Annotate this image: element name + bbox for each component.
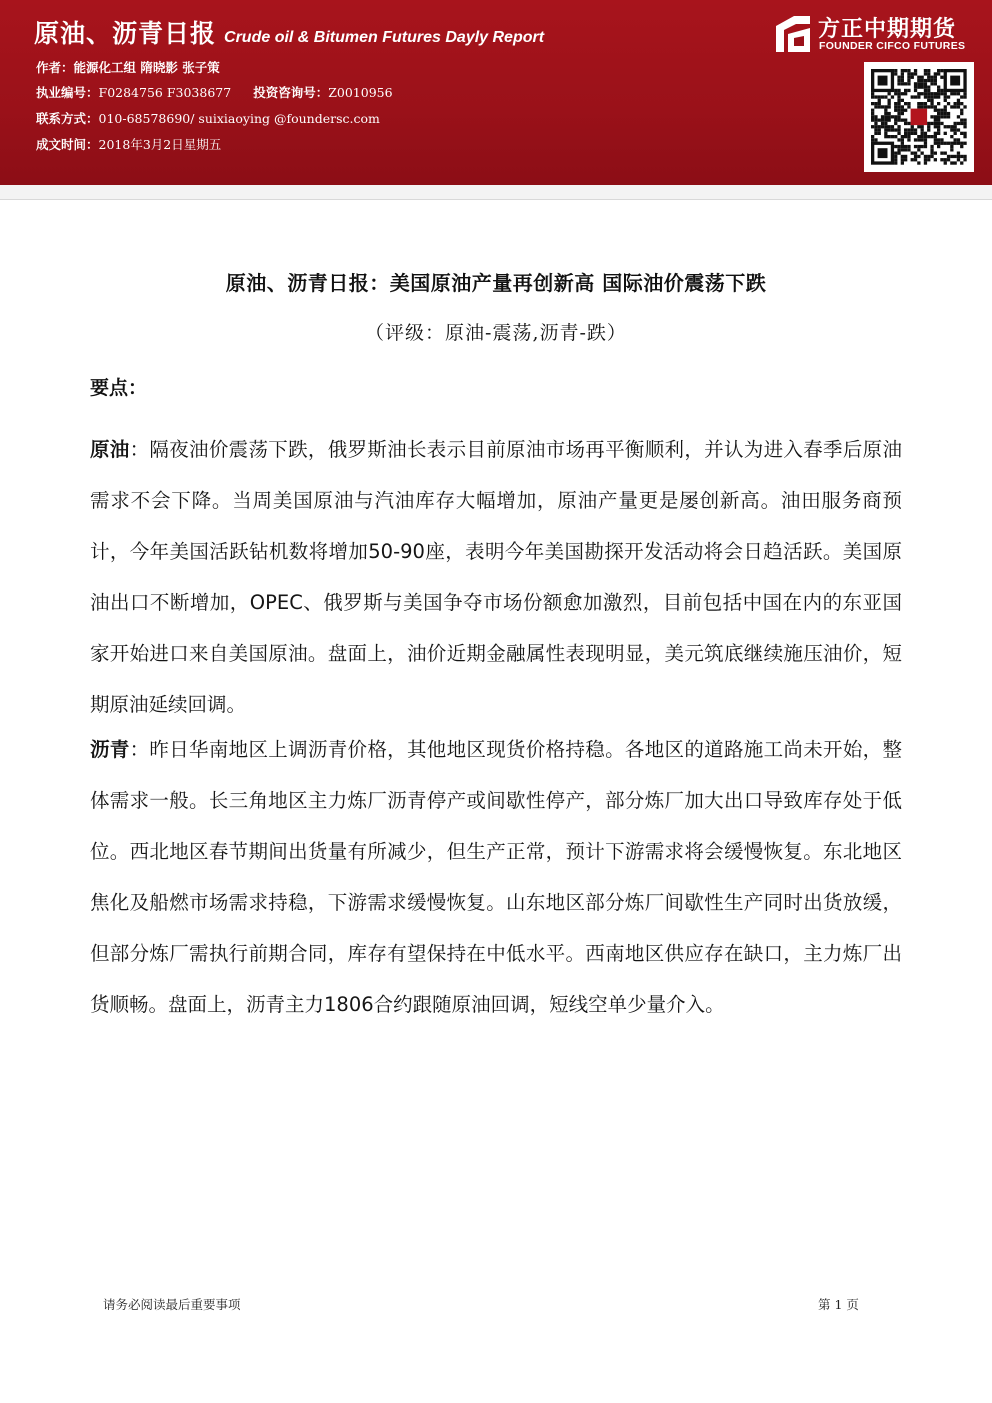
company-name-en: FOUNDER CIFCO FUTURES — [819, 40, 966, 52]
asphalt-lead: 沥青 — [90, 738, 130, 761]
license-label: 执业编号： — [36, 85, 99, 100]
header-divider — [0, 185, 992, 200]
qr-code-icon — [864, 62, 974, 172]
author-label: 作者： — [36, 60, 74, 75]
qr-code — [864, 62, 974, 172]
date-label: 成文时间： — [36, 137, 99, 152]
author-line — [36, 58, 220, 76]
crude-oil-body: ：隔夜油价震荡下跌，俄罗斯油长表示目前原油市场再平衡顺利，并认为进入春季后原油需求不会下降。当周美国原油与汽油库存大幅增加，原油产量更是屡创新高。油田服务商预计，今年美国活跃钻机数将增加50-90座，表明今年美国勘探开发活动将会日趋活跃。美国原油出口不断增加，OPEC、俄罗斯与美国争夺市场份额愈加激烈，目前包括中国在内的东亚国家开始进口来自美国原油。盘面上，油价近期金融属性表现明显，美元筑底继续施压油价，短期原油延续回调。 — [90, 438, 902, 716]
consult-label: 投资咨询号： — [253, 85, 329, 100]
report-title-en: Crude oil & Bitumen Futures Dayly Report — [224, 29, 545, 46]
crude-oil-lead: 原油 — [90, 438, 130, 461]
crude-oil-paragraph — [90, 424, 902, 730]
footer-notice: 请务必阅读最后重要事项 — [103, 1297, 241, 1312]
license-line — [36, 83, 393, 101]
document-rating: （评级：原油-震荡,沥青-跌） — [365, 322, 627, 344]
date-value: 2018年3月2日星期五 — [98, 137, 222, 152]
company-name: 方正中期期货 — [818, 17, 957, 42]
asphalt-body: ：昨日华南地区上调沥青价格，其他地区现货价格持稳。各地区的道路施工尚未开始，整体需求一般。长三角地区主力炼厂沥青停产或间歇性停产，部分炼厂加大出口导致库存处于低位。西北地区春节期间出货量有所减少，但生产正常，预计下游需求将会缓慢恢复。东北地区焦化及船燃市场需求持稳，下游需求缓慢恢复。山东地区部分炼厂间歇性生产同时出货放缓，但部分炼厂需执行前期合同，库存有望保持在中低水平。西南地区供应存在缺口，主力炼厂出货顺畅。盘面上，沥青主力1806合约跟随原油回调，短线空单少量介入。 — [90, 738, 902, 1016]
author-value: 能源化工组 隋晓影 张子策 — [73, 60, 220, 75]
report-title-cn: 原油、沥青日报 — [34, 19, 217, 48]
contact-label: 联系方式： — [36, 111, 99, 126]
license-value: F0284756 F3038677 — [98, 85, 232, 100]
date-line — [36, 135, 221, 153]
contact-value: 010-68578690/ suixiaoying @foundersc.com — [98, 111, 380, 126]
company-logo — [772, 10, 982, 54]
page-number: 第 1 页 — [818, 1297, 859, 1312]
report-title-row — [34, 14, 544, 46]
report-header — [0, 0, 992, 185]
founder-logo-icon — [772, 14, 812, 54]
document-title: 原油、沥青日报：美国原油产量再创新高 国际油价震荡下跌 — [225, 271, 767, 295]
asphalt-paragraph — [90, 724, 902, 1030]
contact-line — [36, 109, 380, 127]
consult-value: Z0010956 — [328, 85, 393, 100]
key-points-label: 要点： — [90, 377, 148, 399]
